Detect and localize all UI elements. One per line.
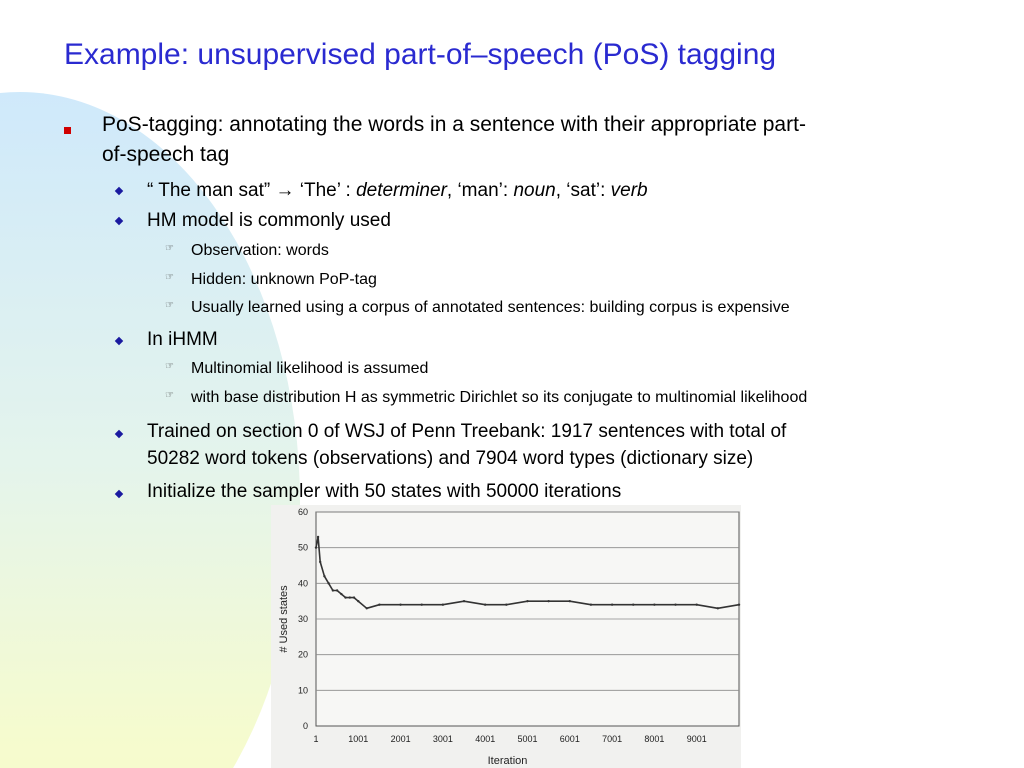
data-point [484, 604, 486, 606]
y-tick-label: 20 [297, 649, 308, 660]
y-tick-label: 10 [297, 685, 308, 696]
data-point [547, 600, 549, 602]
data-point [366, 607, 368, 609]
data-point [349, 596, 351, 598]
data-point [357, 600, 359, 602]
bullet-observation: Observation: words [191, 242, 329, 259]
bullet-initialize: Initialize the sampler with 50 states with 50000 iterations [147, 481, 622, 502]
x-tick-label: 1001 [348, 734, 369, 744]
y-tick-label: 40 [297, 578, 308, 589]
bullet-line: PoS-tagging: annotating the words in a sentence with their appropriate part- [102, 113, 806, 136]
bullet-pos-tagging [102, 110, 806, 170]
example-quote: “ The man sat” [147, 180, 276, 201]
data-point [611, 604, 613, 606]
x-tick-label: 7001 [602, 734, 623, 744]
example-man: , ‘man’: [446, 180, 514, 201]
x-tick-label: 6001 [559, 734, 580, 744]
x-tick-label: 8001 [644, 734, 665, 744]
bullet-ihmm: In iHMM [147, 329, 218, 350]
pointing-hand-icon: ☞ [165, 300, 174, 311]
data-point [315, 546, 317, 548]
bullet-line: of-speech tag [102, 143, 230, 166]
example-sat: , ‘sat’: [555, 180, 611, 201]
chart-image [271, 505, 741, 768]
pointing-hand-icon: ☞ [165, 390, 174, 401]
data-point [399, 604, 401, 606]
data-point [319, 561, 321, 563]
data-point [717, 607, 719, 609]
y-tick-label: 30 [297, 614, 308, 624]
data-point [421, 604, 423, 606]
data-point [332, 589, 334, 591]
x-tick-label: 5001 [517, 734, 538, 744]
example-noun: noun [513, 180, 556, 201]
data-point [674, 604, 676, 606]
data-point [317, 536, 319, 538]
pointing-hand-icon: ☞ [165, 243, 174, 254]
bullet-hm: HM model is commonly used [147, 210, 391, 231]
example-verb: verb [610, 180, 648, 201]
x-tick-label: 9001 [686, 734, 707, 744]
bullet-trained [147, 418, 786, 472]
data-point [340, 593, 342, 595]
data-point [569, 600, 571, 602]
data-point [632, 604, 634, 606]
bullet-example [147, 177, 648, 204]
pointing-hand-icon: ☞ [165, 361, 174, 372]
example-determiner: determiner [356, 180, 447, 201]
data-point [378, 604, 380, 606]
x-axis-label: Iteration [487, 755, 528, 767]
y-tick-label: 0 [302, 721, 308, 731]
example-the: ‘The’ : [294, 180, 357, 201]
x-tick-label: 4001 [475, 734, 496, 744]
bullet-line: Trained on section 0 of WSJ of Penn Treebank: 1917 sentences with total of [147, 421, 787, 442]
used-states-chart [271, 505, 741, 768]
data-point [442, 604, 444, 606]
x-tick-label: 2001 [390, 734, 411, 744]
data-point [505, 604, 507, 606]
y-tick-label: 60 [297, 507, 308, 517]
bullet-multinomial: Multinomial likelihood is assumed [191, 360, 429, 377]
data-point [336, 589, 338, 591]
bullet-base-distribution: with base distribution H as symmetric Dirichlet so its conjugate to multinomial likelihood [191, 389, 808, 406]
data-point [526, 600, 528, 602]
arrow-icon: → [275, 180, 295, 201]
square-bullet-icon [64, 127, 71, 134]
bullet-usually-learned: Usually learned using a corpus of annotated sentences: building corpus is expensive [191, 299, 790, 316]
bullet-line: 50282 word tokens (observations) and 7904 word types (dictionary size) [147, 448, 754, 469]
data-point [344, 596, 346, 598]
slide-title: Example: unsupervised part-of–speech (PoS) tagging [64, 38, 777, 71]
bullet-hidden: Hidden: unknown PoP-tag [191, 271, 377, 288]
y-tick-label: 50 [297, 542, 308, 553]
x-tick-label: 3001 [432, 734, 453, 744]
data-point [353, 596, 355, 598]
pointing-hand-icon: ☞ [165, 272, 174, 283]
data-point [695, 604, 697, 606]
data-point [327, 582, 329, 584]
x-tick-label: 1 [313, 734, 319, 744]
data-point [653, 604, 655, 606]
data-point [590, 604, 592, 606]
data-point [323, 575, 325, 577]
data-point [463, 600, 465, 602]
y-axis-label: # Used states [278, 585, 290, 653]
data-point [738, 604, 740, 606]
